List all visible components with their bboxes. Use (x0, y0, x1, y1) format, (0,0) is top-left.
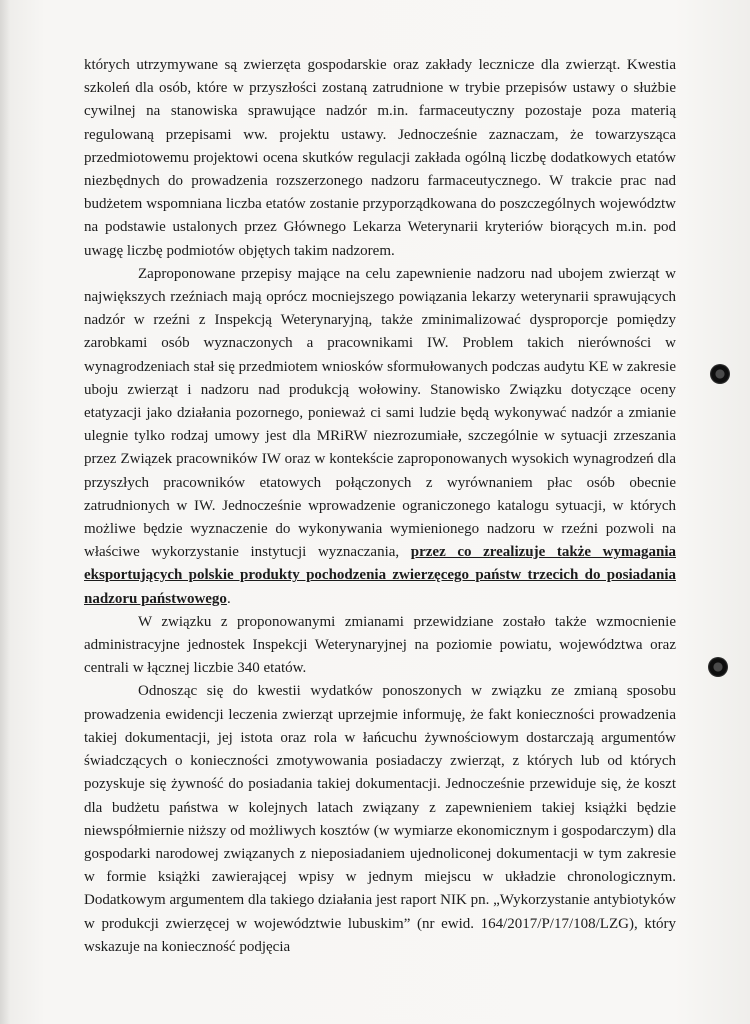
paragraph-2-tail: . (226, 590, 231, 607)
page-edge-shadow (0, 0, 10, 1024)
paragraph-2-emphasis: przez co zrealizuje także wymagania eksportujących polskie produkty pochodzenia zwierzęcego państw trzecich do posiadania nadzoru państwowego (84, 544, 676, 607)
document-body (84, 54, 676, 959)
punch-hole (710, 364, 730, 384)
paragraph-2-text: Zaproponowane przepisy mające na celu zapewnienie nadzoru nad ubojem zwierząt w największych rzeźniach mają oprócz mocniejszego powiązania lekarzy weterynarii sprawujących nadzór w rzeźni z Inspekcją Weterynaryjną, także zminimalizować dysproporcje pomiędzy zarobkami osób wyznaczonych a pracownikami IW. Problem takich nierówności w wynagrodzeniach stał się przedmiotem wniosków sformułowanych podczas audytu KE w zakresie uboju zwierząt i nadzoru nad produkcją wołowiny. Stanowisko Związku dotyczące oceny etatyzacji jako działania pozornego, ponieważ ci sami ludzie będą wykonywać nadzór a zmianie ulegnie tylko rodzaj umowy jest dla MRiRW niezrozumiałe, szczególnie w sytuacji zrzeszania przez Związek pracowników IW oraz w kontekście zaproponowanych wysokich wynagrodzeń dla przyszłych pracowników etatowych połączonych z wyrównaniem płac osób obecnie zatrudnionych w IW. Jednocześnie wprowadzenie ograniczonego katalogu sytuacji, w których możliwe będzie wyznaczenie do wykonywania wymienionego nadzoru w rzeźni pozwoli na właściwe wykorzystanie instytucji wyznaczania, (84, 265, 676, 561)
paragraph-1: których utrzymywane są zwierzęta gospodarskie oraz zakłady lecznicze dla zwierząt. Kwestia szkoleń dla osób, które w przyszłości zostaną zatrudnione w trybie przepisów ustawy o służbie cywilnej na stanowiska sprawujące nadzór m.in. farmaceutyczny pozostaje poza materią regulowaną przepisami ww. projektu ustawy. Jednocześnie zaznaczam, że towarzysząca przedmiotowemu projektowi ocena skutków regulacji zakłada ogólną liczbę dodatkowych etatów niezbędnych do prowadzenia rozszerzonego nadzoru farmaceutycznego. W trakcie prac nad budżetem wspomniana liczba etatów zostanie przyporządkowana do poszczególnych województw na podstawie ustalonych przez Głównego Lekarza Weterynarii kryteriów biorących m.in. pod uwagę liczbę podmiotów objętych takim nadzorem. (84, 57, 676, 259)
paragraph-3: W związku z proponowanymi zmianami przewidziane zostało także wzmocnienie administracyjne jednostek Inspekcji Weterynaryjnej na poziomie powiatu, województwa oraz centrali w łącznej liczbie 340 etatów. (84, 613, 676, 677)
punch-hole (708, 657, 728, 677)
paragraph-4: Odnosząc się do kwestii wydatków ponoszonych w związku ze zmianą sposobu prowadzenia ewidencji leczenia zwierząt uprzejmie informuję, że fakt konieczności prowadzenia takiej dokumentacji, jej istota oraz rola w łańcuchu żywnościowym dostarczają argumentów świadczących o konieczności zmotywowania posiadaczy zwierząt, z których lub od których pozyskuje się żywność do posiadania takiej dokumentacji. Jednocześnie przewiduje się, że koszt dla budżetu państwa w kolejnych latach związany z zapewnieniem takiej książki będzie niewspółmiernie niższy od możliwych kosztów (w wymiarze ekonomicznym i gospodarczym) dla gospodarki narodowej związanych z nieposiadaniem ujednoliconej dokumentacji w tym zakresie w formie książki zawierającej wpisy w jednym miejscu w układzie chronologicznym. Dodatkowym argumentem dla takiego działania jest raport NIK pn. „Wykorzystanie antybiotyków w produkcji zwierzęcej w województwie lubuskim” (nr ewid. 164/2017/P/17/108/LZG), który wskazuje na konieczność podjęcia (84, 683, 676, 955)
paragraph-2 (84, 263, 676, 611)
